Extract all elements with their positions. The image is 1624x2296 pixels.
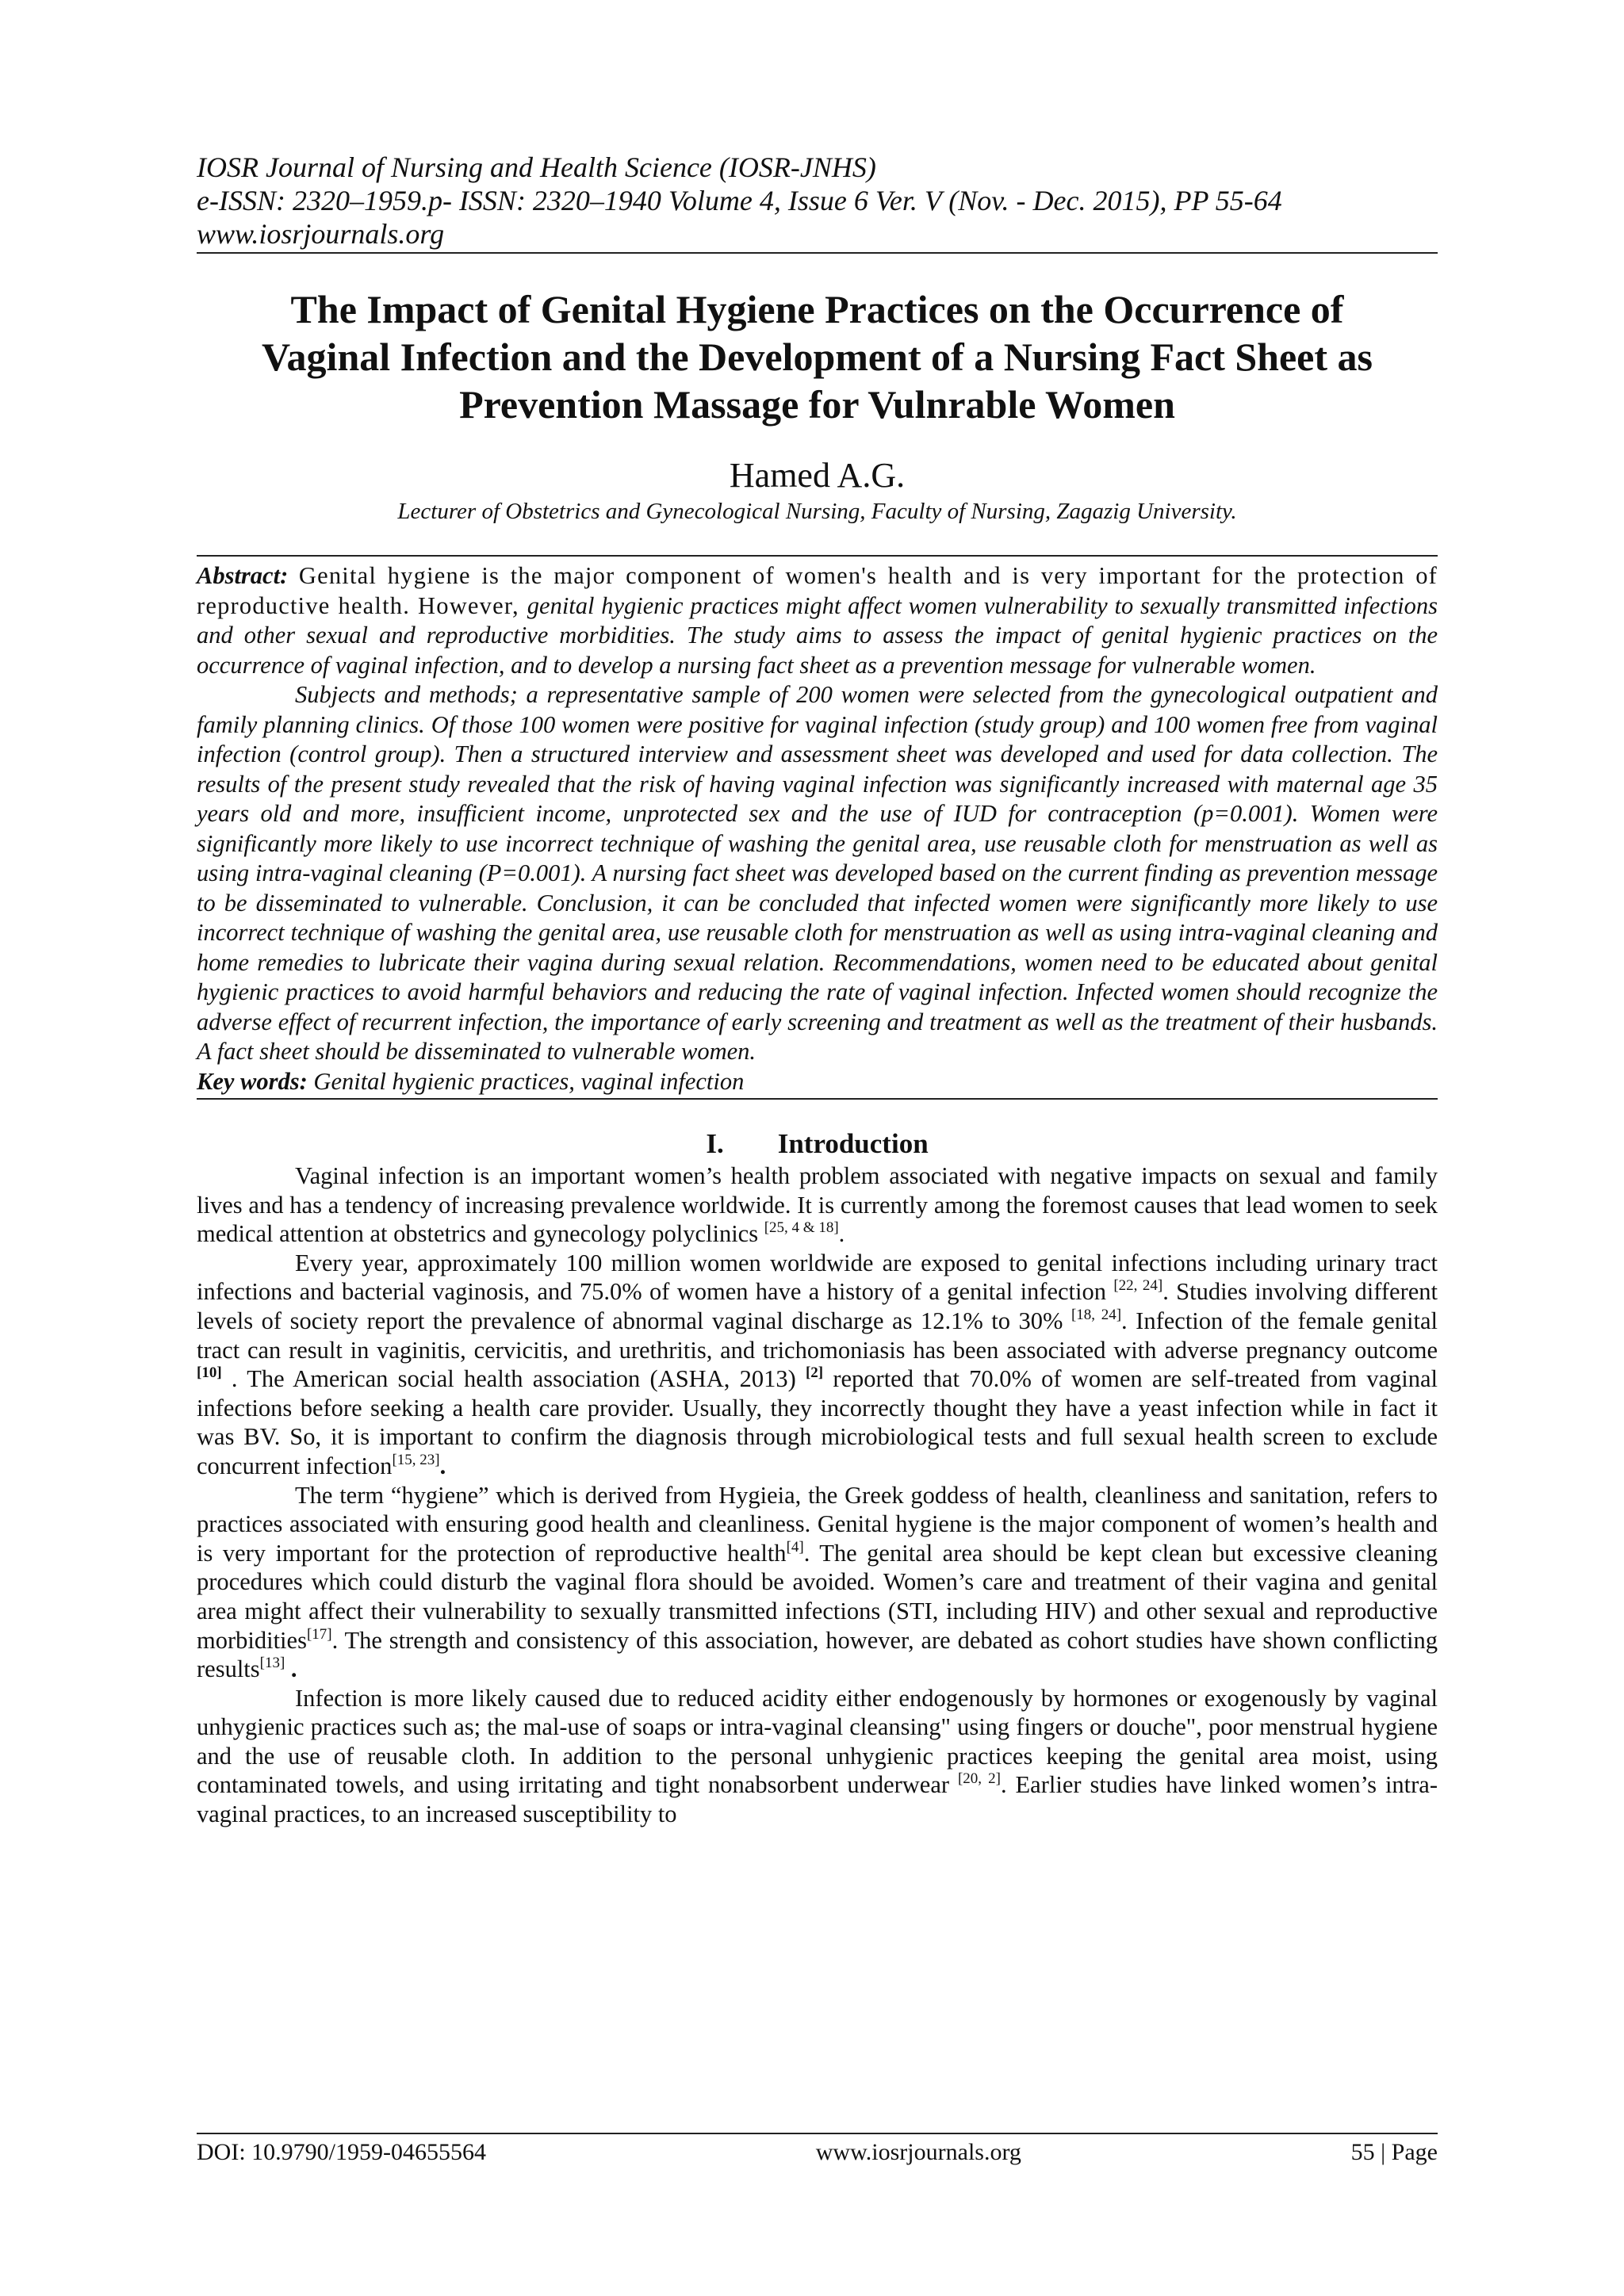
abstract-paragraph-1 xyxy=(197,561,1438,680)
section-heading xyxy=(197,1128,1438,1160)
citation: [10] xyxy=(197,1364,222,1382)
footer-page-number: 55 | Page xyxy=(1350,2139,1438,2165)
abstract-label: Abstract: xyxy=(197,562,289,589)
page-footer xyxy=(197,2133,1438,2166)
citation: [20, 2] xyxy=(957,1770,1001,1788)
abstract-paragraph-2: Subjects and methods; a representative sample of 200 women were selected from the gynecological outpatient and family planning clinics. Of those 100 women were positive for vaginal infection (study group) and 100 women free from vaginal infection (control group). Then a structured interview and assessment sheet was developed and used for data collection. The results of the present study revealed that the risk of having vaginal infection was significantly increased with maternal age 35 years old and more, insufficient income, unprotected sex and the use of IUD for contraception (p=0.001). Women were significantly more likely to use incorrect technique of washing the genital area, use reusable cloth for menstruation as well as using intra-vaginal cleaning (P=0.001). A nursing fact sheet was developed based on the current finding as prevention message to be disseminated to vulnerable. Conclusion, it can be concluded that infected women were significantly more likely to use incorrect technique of washing the genital area, use reusable cloth for menstruation as well as using intra-vaginal cleaning and home remedies to lubricate their vagina during sexual relation. Recommendations, women need to be educated about genital hygienic practices to avoid harmful behaviors and reducing the rate of vaginal infection. Infected women should recognize the adverse effect of recurrent infection, the importance of early screening and treatment as well as the treatment of their husbands. A fact sheet should be disseminated to vulnerable women. xyxy=(197,681,1438,1065)
intro-paragraph-1: Vaginal infection is an important women’s health problem associated with negative impacts on sexual and family lives and has a tendency of increasing prevalence worldwide. It is currently among the foremost causes that lead women to seek medical attention at obstetrics and gynecology polyclinics [25, 4 & 18]. xyxy=(197,1162,1438,1248)
article-title xyxy=(197,285,1438,428)
title-line-3: Prevention Massage for Vulnrable Women xyxy=(459,382,1175,427)
abstract-top-rule xyxy=(197,555,1438,557)
keywords-line xyxy=(197,1067,1438,1097)
footer-doi: DOI: 10.9790/1959-04655564 xyxy=(197,2139,486,2165)
author-affiliation: Lecturer of Obstetrics and Gynecological Nursing, Faculty of Nursing, Zagazig University. xyxy=(397,499,1237,524)
footer-website[interactable]: www.iosrjournals.org xyxy=(815,2139,1021,2165)
citation: [17] xyxy=(306,1625,332,1643)
journal-name: IOSR Journal of Nursing and Health Science (IOSR-JNHS) xyxy=(197,151,876,183)
page-content xyxy=(197,151,1438,1829)
citation: [13] xyxy=(259,1655,285,1672)
intro-paragraph-2: Every year, approximately 100 million women worldwide are exposed to genital infections including urinary tract infections and bacterial vaginosis, and 75.0% of women have a history of a genital infection [22, 24]. Studies involving different levels of society report the prevalence of abnormal vaginal discharge as 12.1% to 30% [18, 24]. Infection of the female genital tract can result in vaginitis, cervicitis, and urethritis, and trichomoniasis has been associated with adverse pregnancy outcome [10] . The American social health association (ASHA, 2013) [2] reported that 70.0% of women are self-treated from vaginal infections before seeking a health care provider. Usually, they incorrectly thought they have a yeast infection while in fact it was BV. So, it is important to confirm the diagnosis through microbiological tests and full sexual health screen to exclude concurrent infection[15, 23]. xyxy=(197,1249,1438,1479)
intro-paragraph-4: Infection is more likely caused due to reduced acidity either endogenously by hormones or exogenously by vaginal unhygienic practices such as; the mal-use of soaps or intra-vaginal cleansing" using fingers or douche", poor menstrual hygiene and the use of reusable cloth. In addition to the personal unhygienic practices keeping the genital area moist, using contaminated towels, and using irritating and tight nonabsorbent underwear [20, 2]. Earlier studies have linked women’s intra-vaginal practices, to an increased susceptibility to xyxy=(197,1684,1438,1828)
header-rule xyxy=(197,252,1438,254)
abstract-text-italic: genital hygienic practices might affect women vulnerability to sexually transmitted infections and other sexual and reproductive morbidities. The study aims to assess the impact of genital hygienic practices on the occurrence of vaginal infection, and to develop a nursing fact sheet as a prevention message for vulnerable women. xyxy=(197,591,1438,679)
citation: [15, 23] xyxy=(392,1451,440,1468)
title-line-2: Vaginal Infection and the Development of a Nursing Fact Sheet as xyxy=(262,335,1373,379)
abstract-bottom-rule xyxy=(197,1098,1438,1100)
issn-line: e-ISSN: 2320–1959.p- ISSN: 2320–1940 Volume 4, Issue 6 Ver. V (Nov. - Dec. 2015), PP 55-64 xyxy=(197,185,1282,216)
title-line-1: The Impact of Genital Hygiene Practices on the Occurrence of xyxy=(290,287,1344,331)
citation: [25, 4 & 18] xyxy=(764,1219,839,1237)
author-name: Hamed A.G. xyxy=(729,456,906,495)
introduction-body xyxy=(197,1161,1438,1829)
intro-paragraph-3: The term “hygiene” which is derived from Hygieia, the Greek goddess of health, cleanliness and sanitation, refers to practices associated with ensuring good health and cleanliness. Genital hygiene is the major component of women’s health and is very important for the protection of reproductive health[4]. The genital area should be kept clean but excessive cleaning procedures which could disturb the vaginal flora should be avoided. Women’s care and treatment of their vagina and genital area might affect their vulnerability to sexually transmitted infections (STI, including HIV) and other sexual and reproductive morbidities[17]. The strength and consistency of this association, however, are debated as cohort studies have shown conflicting results[13] . xyxy=(197,1481,1438,1683)
keywords-text: Genital hygienic practices, vaginal infection xyxy=(307,1067,745,1095)
citation: [4] xyxy=(786,1538,804,1556)
citation: [2] xyxy=(805,1364,824,1382)
keywords-label: Key words: xyxy=(197,1067,308,1095)
section-title: Introduction xyxy=(777,1128,929,1159)
citation: [22, 24] xyxy=(1113,1277,1163,1295)
abstract-text-upright: Genital hygiene is the major component of women's health and is very important for the protection of reproductive health. However, xyxy=(197,562,1438,619)
citation: [18, 24] xyxy=(1071,1306,1122,1323)
section-number: I. xyxy=(706,1128,724,1159)
journal-website[interactable]: www.iosrjournals.org xyxy=(197,218,445,250)
abstract-block xyxy=(197,555,1438,1100)
journal-header xyxy=(197,151,1438,254)
